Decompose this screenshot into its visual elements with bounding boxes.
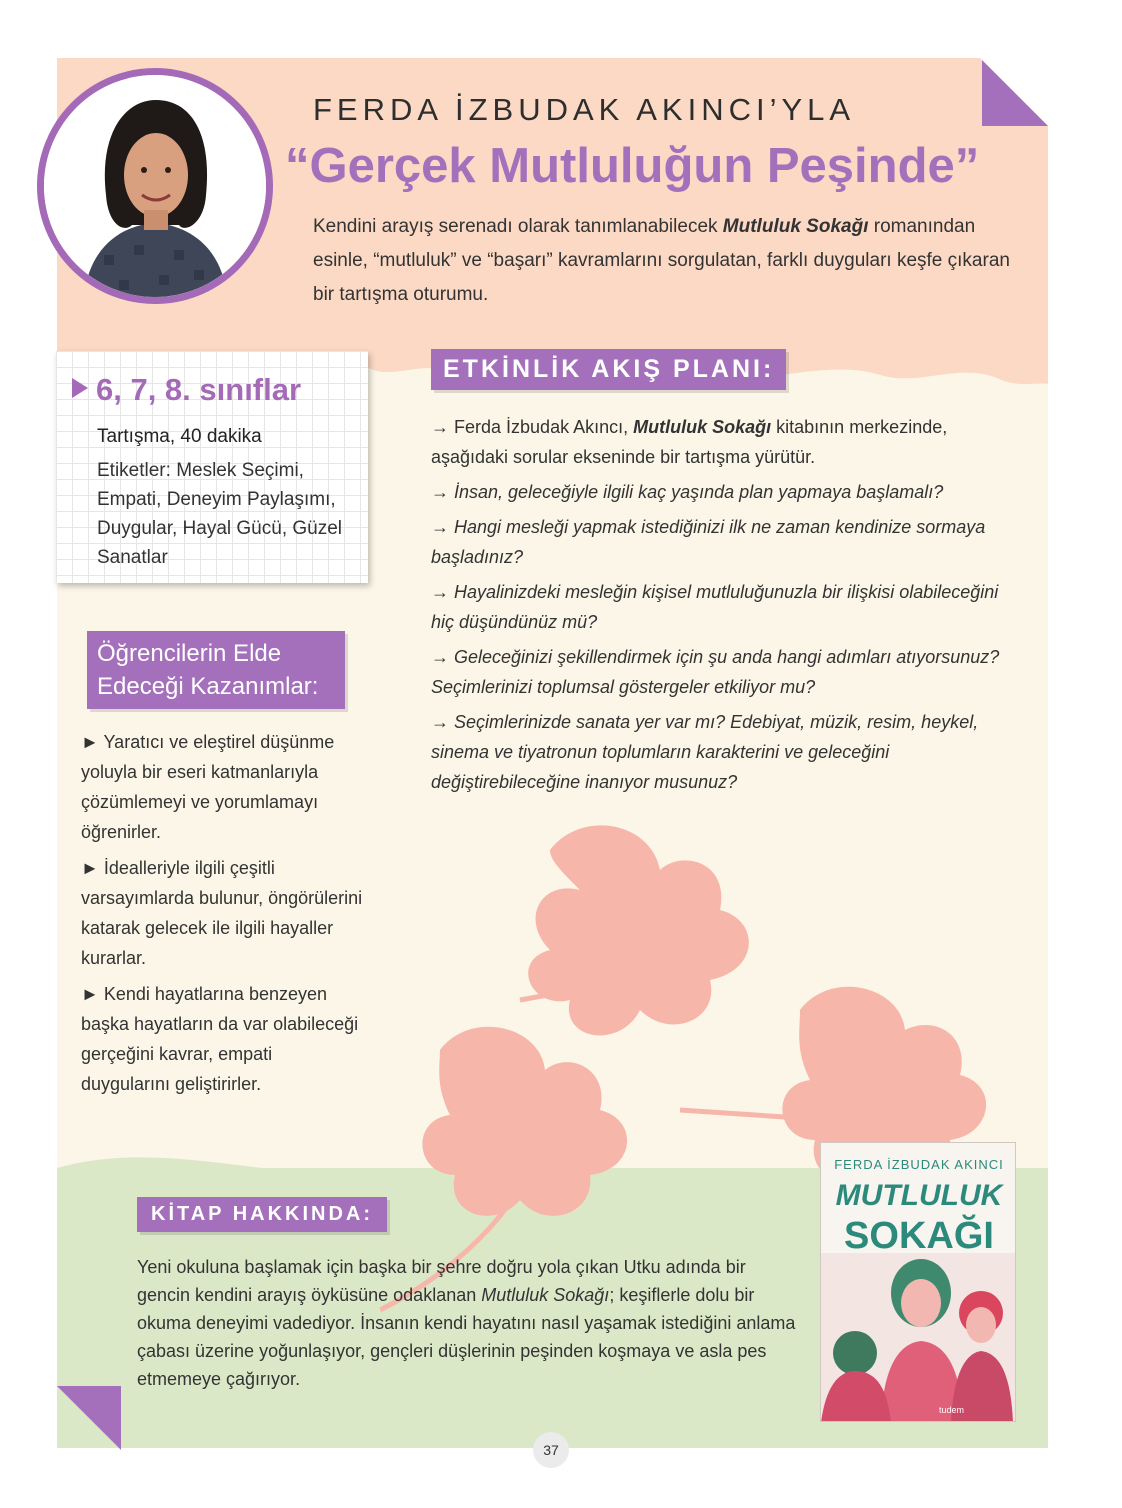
list-item: → Hangi mesleği yapmak istediğinizi ilk ne zaman kendinize sormaya başladınız? (431, 517, 986, 567)
play-triangle-icon (72, 378, 88, 398)
list-item: → Ferda İzbudak Akıncı, Mutluluk Sokağı kitabının merkezinde, aşağıdaki sorular ekseninde bir tartışma yürütür. (431, 417, 948, 467)
author-title: FERDA İZBUDAK AKINCI’YLA (313, 92, 856, 127)
list-item: ► İdealleriyle ilgili çeşitli varsayımlarda bulunur, öngörülerini katarak gelecek ile ilgili hayaller kurarlar. (81, 858, 363, 968)
bullet-icon: ► (81, 858, 99, 878)
publisher-logo: tudem (939, 1405, 965, 1415)
page-title: “Gerçek Mutluluğun Peşinde” (285, 139, 980, 193)
arrow-icon: → (431, 712, 449, 732)
arrow-icon: → (431, 417, 449, 437)
arrow-icon: → (431, 647, 449, 667)
corner-triangle (57, 1386, 121, 1450)
outcomes-list (81, 727, 366, 1105)
list-item: → Seçimlerinizde sanata yer var mı? Edebiyat, müzik, resim, heykel, sinema ve tiyatronun toplumların karakterini ve geleceğini değiştirebileceğine inanıyor musunuz? (431, 712, 979, 792)
grade-level: 6, 7, 8. sınıflar (72, 372, 301, 408)
author-portrait (37, 68, 273, 304)
book-title-emphasis: Mutluluk Sokağı (481, 1285, 610, 1305)
outcomes-heading: Öğrencilerin Elde Edeceği Kazanımlar: (87, 631, 345, 709)
list-item: → İnsan, geleceğiyle ilgili kaç yaşında plan yapmaya başlamalı? (431, 482, 944, 502)
activity-duration: Tartışma, 40 dakika (97, 426, 262, 447)
book-title-emphasis: Mutluluk Sokağı (633, 417, 772, 437)
list-item: ► Kendi hayatlarına benzeyen başka hayatların da var olabileceği gerçeğini kavrar, empati duygularını geliştirirler. (81, 984, 359, 1094)
list-item: → Hayalinizdeki mesleğin kişisel mutluluğunuzla bir ilişkisi olabileceğini hiç düşündünüz mü? (431, 582, 999, 632)
book-title-emphasis: Mutluluk Sokağı (722, 216, 869, 237)
cover-author: FERDA İZBUDAK AKINCI (834, 1157, 1004, 1172)
activity-tags: Etiketler: Meslek Seçimi, Empati, Deneyim Paylaşımı, Duygular, Hayal Gücü, Güzel Sanatlar (97, 460, 343, 568)
cover-title: SOKAĞI (844, 1215, 994, 1257)
flow-heading: ETKİNLİK AKIŞ PLANI: (431, 349, 786, 390)
book-cover (820, 1142, 1016, 1422)
arrow-icon: → (431, 582, 449, 602)
book-heading: KİTAP HAKKINDA: (137, 1197, 387, 1232)
flow-list (431, 412, 1011, 802)
cover-title: MUTLULUK (835, 1179, 1003, 1212)
intro-paragraph: Kendini arayış serenadı olarak tanımlanabilecek Mutluluk Sokağı romanından esinle, “mutluluk” ve “başarı” kavramlarını sorgulatan, farklı duyguları keşfe çıkaran bir tartışma oturumu. (313, 216, 1010, 305)
book-description: Yeni okuluna başlamak için başka bir şehre doğru yola çıkan Utku adında bir gencin kendini arayış öyküsüne odaklanan Mutluluk Sokağı; keşiflerle dolu bir okuma deneyimi vadediyor. İnsanın kendi hayatını nasıl yaşamak istediğini anlama çabası üzerine yoğunlaşıyor, gençleri düşlerinin peşinden koşmaya ve asla pes etmemeye çağırıyor. (137, 1257, 796, 1389)
arrow-icon: → (431, 482, 449, 502)
bullet-icon: ► (81, 732, 99, 752)
corner-triangle (982, 60, 1048, 126)
list-item: ► Yaratıcı ve eleştirel düşünme yoluyla bir eseri katmanlarıyla çözümlemeyi ve yorumlamayı öğrenirler. (81, 732, 335, 842)
list-item: → Geleceğinizi şekillendirmek için şu anda hangi adımları atıyorsunuz? Seçimlerinizi toplumsal göstergeler etkiliyor mu? (431, 647, 1000, 697)
arrow-icon: → (431, 517, 449, 537)
bullet-icon: ► (81, 984, 99, 1004)
page-number: 37 (533, 1432, 569, 1468)
